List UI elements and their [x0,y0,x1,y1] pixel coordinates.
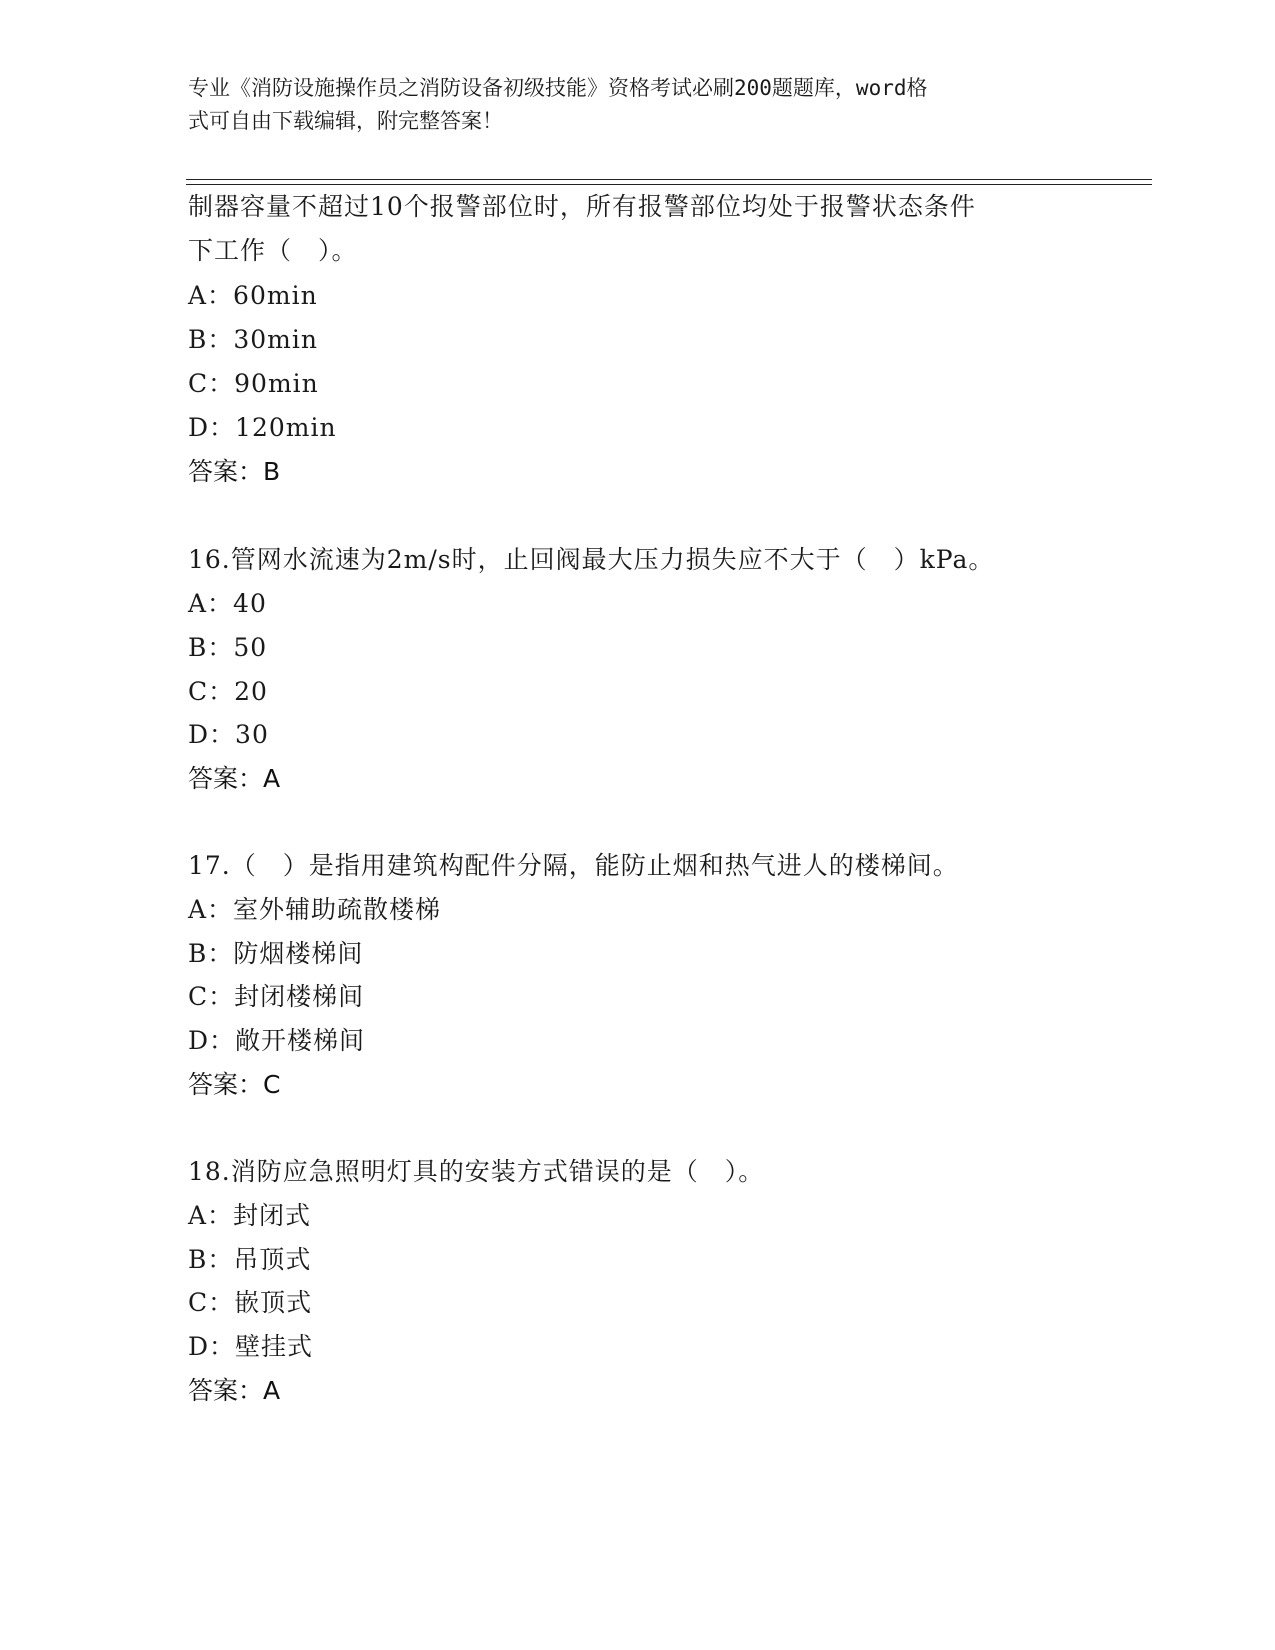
question-17-text: 17.（ ）是指用建筑构配件分隔，能防止烟和热气进人的楼梯间。 [188,851,959,880]
question-18-option-a: A：封闭式 [188,1201,312,1230]
question-15-option-b: B：30min [188,325,318,354]
question-17-answer: 答案：C [188,1070,281,1099]
question-16-text: 16.管网水流速为2m/s时，止回阀最大压力损失应不大于（ ）kPa。 [188,545,995,574]
question-15-option-d: D：120min [188,413,337,442]
question-18-option-d: D：壁挂式 [188,1332,314,1361]
question-17-option-a: A：室外辅助疏散楼梯 [188,895,442,924]
question-15-text-line-2: 下工作（ ）。 [188,236,358,265]
question-16-answer: 答案：A [188,764,281,793]
question-15-text-line-1: 制器容量不超过10个报警部位时，所有报警部位均处于报警状态条件 [188,192,976,221]
question-17-option-c: C：封闭楼梯间 [188,982,365,1011]
question-15-option-c: C：90min [188,369,319,398]
question-16-option-d: D：30 [188,720,269,749]
header-divider-bottom [186,184,1152,185]
question-18-option-c: C：嵌顶式 [188,1288,313,1317]
header-line-2: 式可自由下载编辑，附完整答案！ [188,109,503,133]
question-16-option-a: A：40 [188,589,267,618]
question-18-answer: 答案：A [188,1376,281,1405]
question-18-text: 18.消防应急照明灯具的安装方式错误的是（ ）。 [188,1157,765,1186]
question-15-answer: 答案：B [188,457,281,486]
question-16-option-b: B：50 [188,633,268,662]
question-15-option-a: A：60min [188,281,318,310]
header-divider-top [186,179,1152,180]
question-17-option-b: B：防烟楼梯间 [188,939,364,968]
header-line-1: 专业《消防设施操作员之消防设备初级技能》资格考试必刷200题题库，word格 [188,76,928,100]
question-18-option-b: B：吊顶式 [188,1245,312,1274]
question-16-option-c: C：20 [188,677,268,706]
question-17-option-d: D：敞开楼梯间 [188,1026,366,1055]
document-header [188,72,1068,138]
